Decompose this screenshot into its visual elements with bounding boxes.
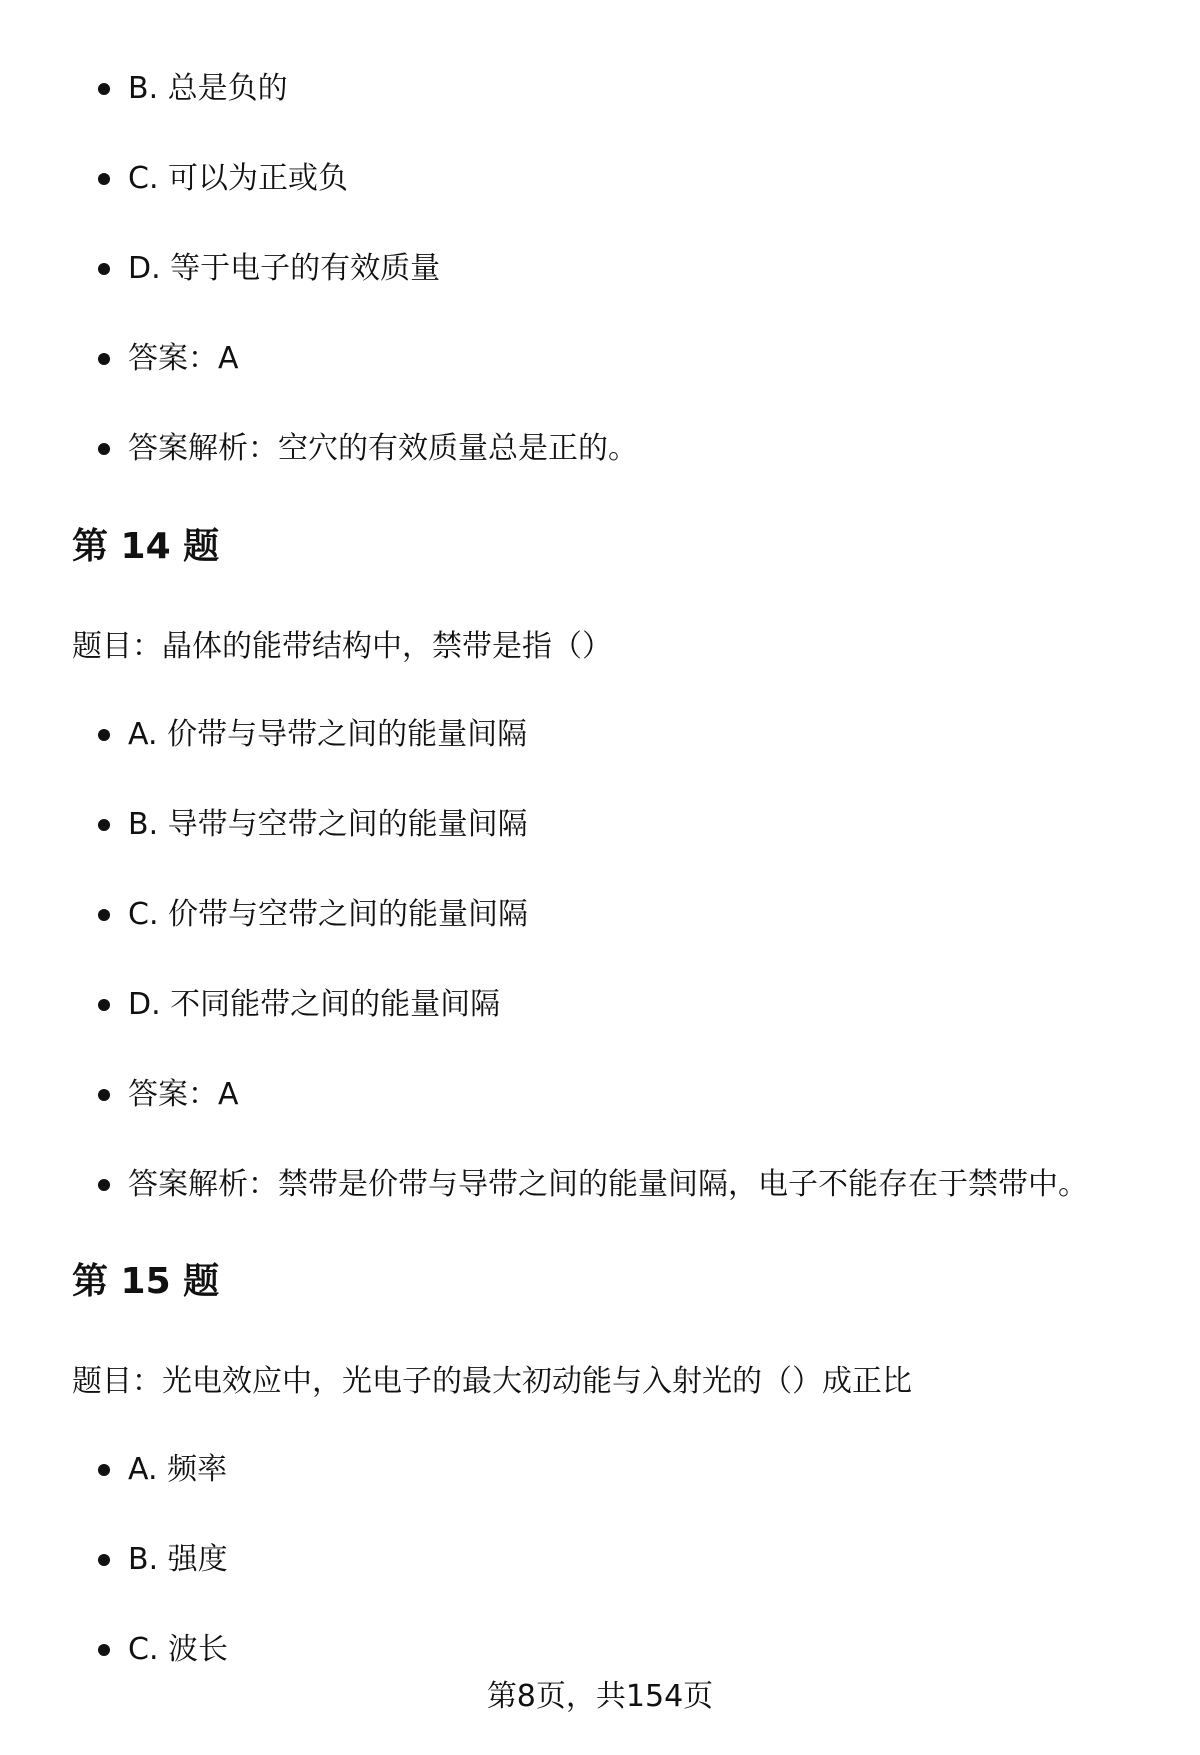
q14-option-b: B. 导带与空带之间的能量间隔 xyxy=(128,807,528,842)
list-item xyxy=(0,1050,1200,1140)
list-item xyxy=(0,404,1200,494)
bullet-icon xyxy=(98,173,110,185)
list-item xyxy=(0,44,1200,134)
q14-option-list xyxy=(0,690,1200,1230)
bullet-icon xyxy=(98,1464,110,1476)
page-number-footer: 第8页，共154页 xyxy=(486,1679,714,1714)
q15-question: 题目：光电效应中，光电子的最大初动能与入射光的（）成正比 xyxy=(72,1364,912,1399)
list-item xyxy=(0,1515,1200,1605)
bullet-icon xyxy=(98,263,110,275)
bullet-icon xyxy=(98,1179,110,1191)
list-item xyxy=(0,224,1200,314)
q14-answer: 答案：A xyxy=(128,1077,239,1112)
bullet-icon xyxy=(98,729,110,741)
list-item xyxy=(0,960,1200,1050)
bullet-icon xyxy=(98,353,110,365)
bullet-icon xyxy=(98,909,110,921)
q14-question: 题目：晶体的能带结构中，禁带是指（） xyxy=(72,629,612,664)
bullet-icon xyxy=(98,1554,110,1566)
q13-option-b: B. 总是负的 xyxy=(128,71,288,106)
list-item xyxy=(0,870,1200,960)
q14-option-c: C. 价带与空带之间的能量间隔 xyxy=(128,897,529,932)
bullet-icon xyxy=(98,1089,110,1101)
q13-option-list xyxy=(0,44,1200,494)
q14-option-d: D. 不同能带之间的能量间隔 xyxy=(128,987,501,1022)
q13-explanation: 答案解析：空穴的有效质量总是正的。 xyxy=(128,431,638,466)
q14-heading: 第 14 题 xyxy=(72,526,220,567)
q15-heading: 第 15 题 xyxy=(72,1261,220,1302)
bullet-icon xyxy=(98,999,110,1011)
q15-option-c: C. 波长 xyxy=(128,1632,229,1667)
list-item xyxy=(0,1425,1200,1515)
q14-explanation: 答案解析：禁带是价带与导带之间的能量间隔，电子不能存在于禁带中。 xyxy=(128,1167,1088,1202)
list-item xyxy=(0,134,1200,224)
list-item xyxy=(0,1140,1200,1230)
bullet-icon xyxy=(98,819,110,831)
q15-option-a: A. 频率 xyxy=(128,1452,228,1487)
q14-option-a: A. 价带与导带之间的能量间隔 xyxy=(128,717,528,752)
q13-answer: 答案：A xyxy=(128,341,239,376)
bullet-icon xyxy=(98,83,110,95)
q15-option-list xyxy=(0,1425,1200,1695)
list-item xyxy=(0,690,1200,780)
list-item xyxy=(0,780,1200,870)
bullet-icon xyxy=(98,443,110,455)
q13-option-d: D. 等于电子的有效质量 xyxy=(128,251,441,286)
list-item xyxy=(0,314,1200,404)
q13-option-c: C. 可以为正或负 xyxy=(128,161,349,196)
q15-option-b: B. 强度 xyxy=(128,1542,228,1577)
bullet-icon xyxy=(98,1644,110,1656)
